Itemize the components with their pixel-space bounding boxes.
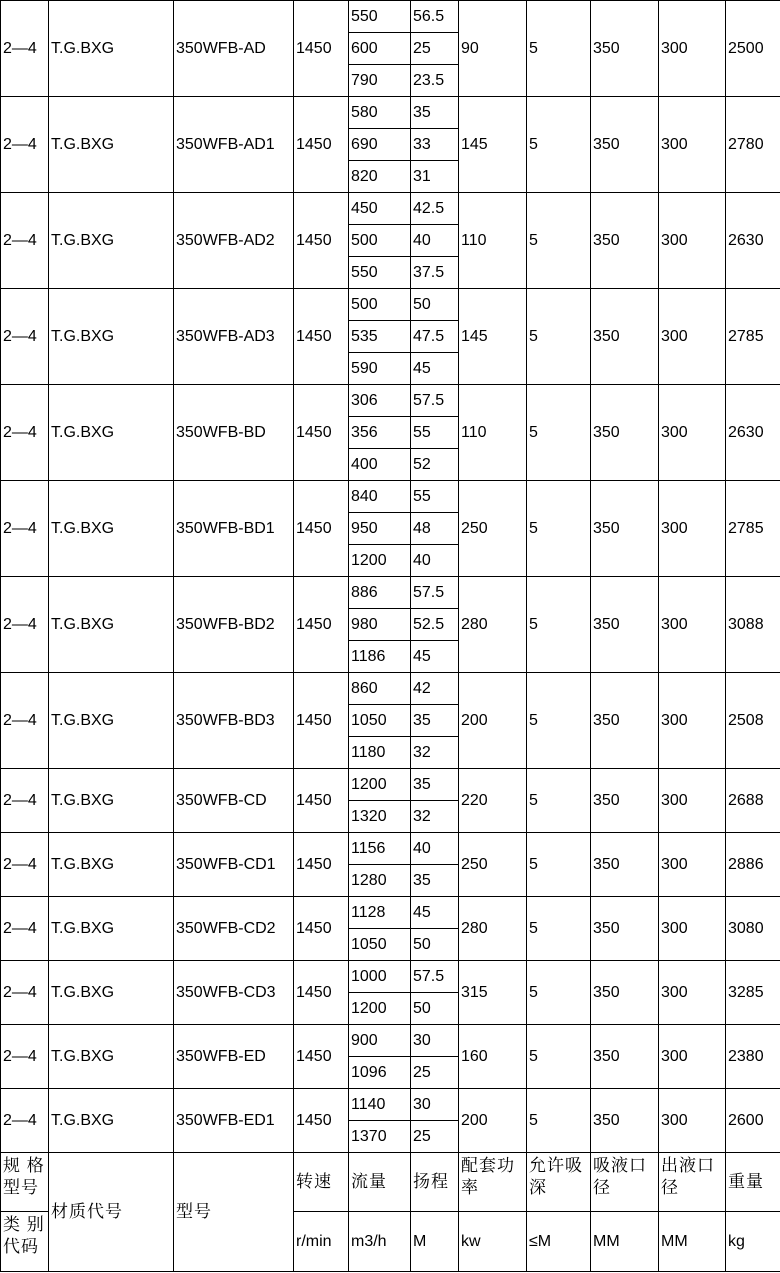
inlet-diameter-cell: 350 (591, 193, 659, 289)
head-cell: 25 (411, 1121, 459, 1153)
material-code-cell: T.G.BXG (49, 193, 174, 289)
suction-depth-cell: 5 (527, 97, 591, 193)
unit-inlet-diameter: MM (591, 1212, 659, 1272)
table-row (1, 385, 780, 417)
suction-depth-cell: 5 (527, 1025, 591, 1089)
weight-cell: 2508 (726, 673, 780, 769)
category-code-cell: 2—4 (1, 193, 49, 289)
material-code-cell: T.G.BXG (49, 673, 174, 769)
header-material-code: 材质代号 (49, 1153, 174, 1272)
speed-cell: 1450 (294, 1089, 349, 1153)
unit-suction-depth: ≤M (527, 1212, 591, 1272)
material-code-cell: T.G.BXG (49, 961, 174, 1025)
head-cell: 50 (411, 289, 459, 321)
power-cell: 110 (459, 385, 527, 481)
weight-cell: 2380 (726, 1025, 780, 1089)
unit-speed: r/min (294, 1212, 349, 1272)
weight-cell: 3088 (726, 577, 780, 673)
suction-depth-cell: 5 (527, 289, 591, 385)
power-cell: 280 (459, 577, 527, 673)
power-cell: 250 (459, 481, 527, 577)
inlet-diameter-cell: 350 (591, 673, 659, 769)
material-code-cell: T.G.BXG (49, 1089, 174, 1153)
weight-cell: 2688 (726, 769, 780, 833)
power-cell: 200 (459, 1089, 527, 1153)
model-cell: 350WFB-CD1 (174, 833, 294, 897)
header-suction-depth: 允许吸深 (527, 1153, 591, 1212)
flow-cell: 1200 (349, 545, 411, 577)
head-cell: 40 (411, 225, 459, 257)
material-code-cell: T.G.BXG (49, 97, 174, 193)
outlet-diameter-cell: 300 (659, 481, 726, 577)
flow-cell: 1200 (349, 769, 411, 801)
weight-cell: 2785 (726, 289, 780, 385)
head-cell: 47.5 (411, 321, 459, 353)
outlet-diameter-cell: 300 (659, 1, 726, 97)
head-cell: 48 (411, 513, 459, 545)
flow-cell: 820 (349, 161, 411, 193)
speed-cell: 1450 (294, 1, 349, 97)
model-cell: 350WFB-BD2 (174, 577, 294, 673)
suction-depth-cell: 5 (527, 577, 591, 673)
category-code-cell: 2—4 (1, 673, 49, 769)
table-row (1, 961, 780, 993)
outlet-diameter-cell: 300 (659, 385, 726, 481)
flow-cell: 600 (349, 33, 411, 65)
model-cell: 350WFB-CD (174, 769, 294, 833)
table-row (1, 1025, 780, 1057)
category-code-cell: 2—4 (1, 481, 49, 577)
table-row (1, 193, 780, 225)
head-cell: 35 (411, 769, 459, 801)
flow-cell: 400 (349, 449, 411, 481)
unit-power: kw (459, 1212, 527, 1272)
header-spec-model: 规 格 型号 (1, 1153, 49, 1212)
material-code-cell: T.G.BXG (49, 769, 174, 833)
flow-cell: 1186 (349, 641, 411, 673)
head-cell: 42 (411, 673, 459, 705)
category-code-cell: 2—4 (1, 1025, 49, 1089)
flow-cell: 450 (349, 193, 411, 225)
head-cell: 32 (411, 801, 459, 833)
unit-outlet-diameter: MM (659, 1212, 726, 1272)
speed-cell: 1450 (294, 833, 349, 897)
outlet-diameter-cell: 300 (659, 1089, 726, 1153)
suction-depth-cell: 5 (527, 769, 591, 833)
material-code-cell: T.G.BXG (49, 385, 174, 481)
suction-depth-cell: 5 (527, 193, 591, 289)
table-row (1, 577, 780, 609)
flow-cell: 356 (349, 417, 411, 449)
power-cell: 250 (459, 833, 527, 897)
inlet-diameter-cell: 350 (591, 833, 659, 897)
flow-cell: 550 (349, 1, 411, 33)
flow-cell: 580 (349, 97, 411, 129)
flow-cell: 306 (349, 385, 411, 417)
model-cell: 350WFB-BD3 (174, 673, 294, 769)
table-row (1, 97, 780, 129)
flow-cell: 500 (349, 225, 411, 257)
model-cell: 350WFB-AD2 (174, 193, 294, 289)
head-cell: 33 (411, 129, 459, 161)
outlet-diameter-cell: 300 (659, 833, 726, 897)
category-code-cell: 2—4 (1, 385, 49, 481)
header-weight: 重量 (726, 1153, 780, 1212)
category-code-cell: 2—4 (1, 1089, 49, 1153)
head-cell: 56.5 (411, 1, 459, 33)
inlet-diameter-cell: 350 (591, 1089, 659, 1153)
head-cell: 25 (411, 1057, 459, 1089)
flow-cell: 1200 (349, 993, 411, 1025)
category-code-cell: 2—4 (1, 961, 49, 1025)
head-cell: 50 (411, 929, 459, 961)
flow-cell: 950 (349, 513, 411, 545)
header-flow: 流量 (349, 1153, 411, 1212)
head-cell: 30 (411, 1025, 459, 1057)
head-cell: 35 (411, 705, 459, 737)
power-cell: 220 (459, 769, 527, 833)
model-cell: 350WFB-BD1 (174, 481, 294, 577)
head-cell: 42.5 (411, 193, 459, 225)
category-code-cell: 2—4 (1, 577, 49, 673)
model-cell: 350WFB-AD1 (174, 97, 294, 193)
header-model: 型号 (174, 1153, 294, 1272)
head-cell: 52 (411, 449, 459, 481)
material-code-cell: T.G.BXG (49, 289, 174, 385)
category-code-cell: 2—4 (1, 833, 49, 897)
outlet-diameter-cell: 300 (659, 193, 726, 289)
outlet-diameter-cell: 300 (659, 961, 726, 1025)
spec-table-body (1, 1, 780, 1272)
flow-cell: 590 (349, 353, 411, 385)
material-code-cell: T.G.BXG (49, 1, 174, 97)
speed-cell: 1450 (294, 289, 349, 385)
inlet-diameter-cell: 350 (591, 97, 659, 193)
speed-cell: 1450 (294, 1025, 349, 1089)
model-cell: 350WFB-AD (174, 1, 294, 97)
speed-cell: 1450 (294, 577, 349, 673)
table-row (1, 897, 780, 929)
speed-cell: 1450 (294, 769, 349, 833)
flow-cell: 1320 (349, 801, 411, 833)
table-row (1, 833, 780, 865)
outlet-diameter-cell: 300 (659, 1025, 726, 1089)
flow-cell: 840 (349, 481, 411, 513)
outlet-diameter-cell: 300 (659, 97, 726, 193)
flow-cell: 1050 (349, 929, 411, 961)
material-code-cell: T.G.BXG (49, 1025, 174, 1089)
category-code-cell: 2—4 (1, 769, 49, 833)
head-cell: 32 (411, 737, 459, 769)
head-cell: 31 (411, 161, 459, 193)
suction-depth-cell: 5 (527, 481, 591, 577)
table-row (1, 1089, 780, 1121)
head-cell: 37.5 (411, 257, 459, 289)
inlet-diameter-cell: 350 (591, 769, 659, 833)
outlet-diameter-cell: 300 (659, 577, 726, 673)
power-cell: 315 (459, 961, 527, 1025)
unit-flow: m3/h (349, 1212, 411, 1272)
head-cell: 55 (411, 417, 459, 449)
flow-cell: 1280 (349, 865, 411, 897)
speed-cell: 1450 (294, 961, 349, 1025)
inlet-diameter-cell: 350 (591, 385, 659, 481)
table-row (1, 289, 780, 321)
flow-cell: 790 (349, 65, 411, 97)
model-cell: 350WFB-CD3 (174, 961, 294, 1025)
header-inlet-diameter: 吸液口径 (591, 1153, 659, 1212)
power-cell: 145 (459, 97, 527, 193)
unit-head: M (411, 1212, 459, 1272)
suction-depth-cell: 5 (527, 897, 591, 961)
head-cell: 30 (411, 1089, 459, 1121)
speed-cell: 1450 (294, 897, 349, 961)
power-cell: 90 (459, 1, 527, 97)
inlet-diameter-cell: 350 (591, 577, 659, 673)
speed-cell: 1450 (294, 193, 349, 289)
power-cell: 280 (459, 897, 527, 961)
power-cell: 110 (459, 193, 527, 289)
suction-depth-cell: 5 (527, 961, 591, 1025)
inlet-diameter-cell: 350 (591, 289, 659, 385)
model-cell: 350WFB-ED (174, 1025, 294, 1089)
speed-cell: 1450 (294, 481, 349, 577)
head-cell: 40 (411, 833, 459, 865)
head-cell: 50 (411, 993, 459, 1025)
inlet-diameter-cell: 350 (591, 1025, 659, 1089)
material-code-cell: T.G.BXG (49, 577, 174, 673)
flow-cell: 1156 (349, 833, 411, 865)
head-cell: 57.5 (411, 577, 459, 609)
head-cell: 52.5 (411, 609, 459, 641)
material-code-cell: T.G.BXG (49, 897, 174, 961)
table-row (1, 1, 780, 33)
head-cell: 45 (411, 897, 459, 929)
header-outlet-diameter: 出液口径 (659, 1153, 726, 1212)
power-cell: 200 (459, 673, 527, 769)
flow-cell: 860 (349, 673, 411, 705)
category-code-cell: 2—4 (1, 289, 49, 385)
category-code-cell: 2—4 (1, 97, 49, 193)
head-cell: 35 (411, 865, 459, 897)
weight-cell: 2780 (726, 97, 780, 193)
flow-cell: 535 (349, 321, 411, 353)
model-cell: 350WFB-AD3 (174, 289, 294, 385)
header-row (1, 1153, 780, 1212)
model-cell: 350WFB-CD2 (174, 897, 294, 961)
head-cell: 35 (411, 97, 459, 129)
power-cell: 160 (459, 1025, 527, 1089)
category-code-cell: 2—4 (1, 1, 49, 97)
weight-cell: 2500 (726, 1, 780, 97)
head-cell: 45 (411, 353, 459, 385)
weight-cell: 2886 (726, 833, 780, 897)
speed-cell: 1450 (294, 97, 349, 193)
category-code-cell: 2—4 (1, 897, 49, 961)
flow-cell: 886 (349, 577, 411, 609)
speed-cell: 1450 (294, 673, 349, 769)
suction-depth-cell: 5 (527, 1089, 591, 1153)
flow-cell: 500 (349, 289, 411, 321)
inlet-diameter-cell: 350 (591, 1, 659, 97)
flow-cell: 1000 (349, 961, 411, 993)
head-cell: 40 (411, 545, 459, 577)
weight-cell: 2785 (726, 481, 780, 577)
flow-cell: 1050 (349, 705, 411, 737)
material-code-cell: T.G.BXG (49, 481, 174, 577)
weight-cell: 2600 (726, 1089, 780, 1153)
suction-depth-cell: 5 (527, 1, 591, 97)
speed-cell: 1450 (294, 385, 349, 481)
flow-cell: 1370 (349, 1121, 411, 1153)
table-row (1, 673, 780, 705)
header-power: 配套功率 (459, 1153, 527, 1212)
outlet-diameter-cell: 300 (659, 769, 726, 833)
flow-cell: 980 (349, 609, 411, 641)
suction-depth-cell: 5 (527, 385, 591, 481)
weight-cell: 2630 (726, 193, 780, 289)
head-cell: 23.5 (411, 65, 459, 97)
header-head: 扬程 (411, 1153, 459, 1212)
head-cell: 55 (411, 481, 459, 513)
weight-cell: 3080 (726, 897, 780, 961)
flow-cell: 1128 (349, 897, 411, 929)
head-cell: 25 (411, 33, 459, 65)
flow-cell: 550 (349, 257, 411, 289)
model-cell: 350WFB-BD (174, 385, 294, 481)
suction-depth-cell: 5 (527, 833, 591, 897)
inlet-diameter-cell: 350 (591, 897, 659, 961)
flow-cell: 900 (349, 1025, 411, 1057)
material-code-cell: T.G.BXG (49, 833, 174, 897)
outlet-diameter-cell: 300 (659, 897, 726, 961)
flow-cell: 690 (349, 129, 411, 161)
header-speed: 转速 (294, 1153, 349, 1212)
outlet-diameter-cell: 300 (659, 289, 726, 385)
flow-cell: 1096 (349, 1057, 411, 1089)
weight-cell: 3285 (726, 961, 780, 1025)
table-row (1, 769, 780, 801)
inlet-diameter-cell: 350 (591, 961, 659, 1025)
head-cell: 45 (411, 641, 459, 673)
weight-cell: 2630 (726, 385, 780, 481)
header-category-code: 类 别 代码 (1, 1212, 49, 1272)
suction-depth-cell: 5 (527, 673, 591, 769)
head-cell: 57.5 (411, 961, 459, 993)
model-cell: 350WFB-ED1 (174, 1089, 294, 1153)
inlet-diameter-cell: 350 (591, 481, 659, 577)
unit-weight: kg (726, 1212, 780, 1272)
table-row (1, 481, 780, 513)
flow-cell: 1180 (349, 737, 411, 769)
power-cell: 145 (459, 289, 527, 385)
flow-cell: 1140 (349, 1089, 411, 1121)
head-cell: 57.5 (411, 385, 459, 417)
outlet-diameter-cell: 300 (659, 673, 726, 769)
